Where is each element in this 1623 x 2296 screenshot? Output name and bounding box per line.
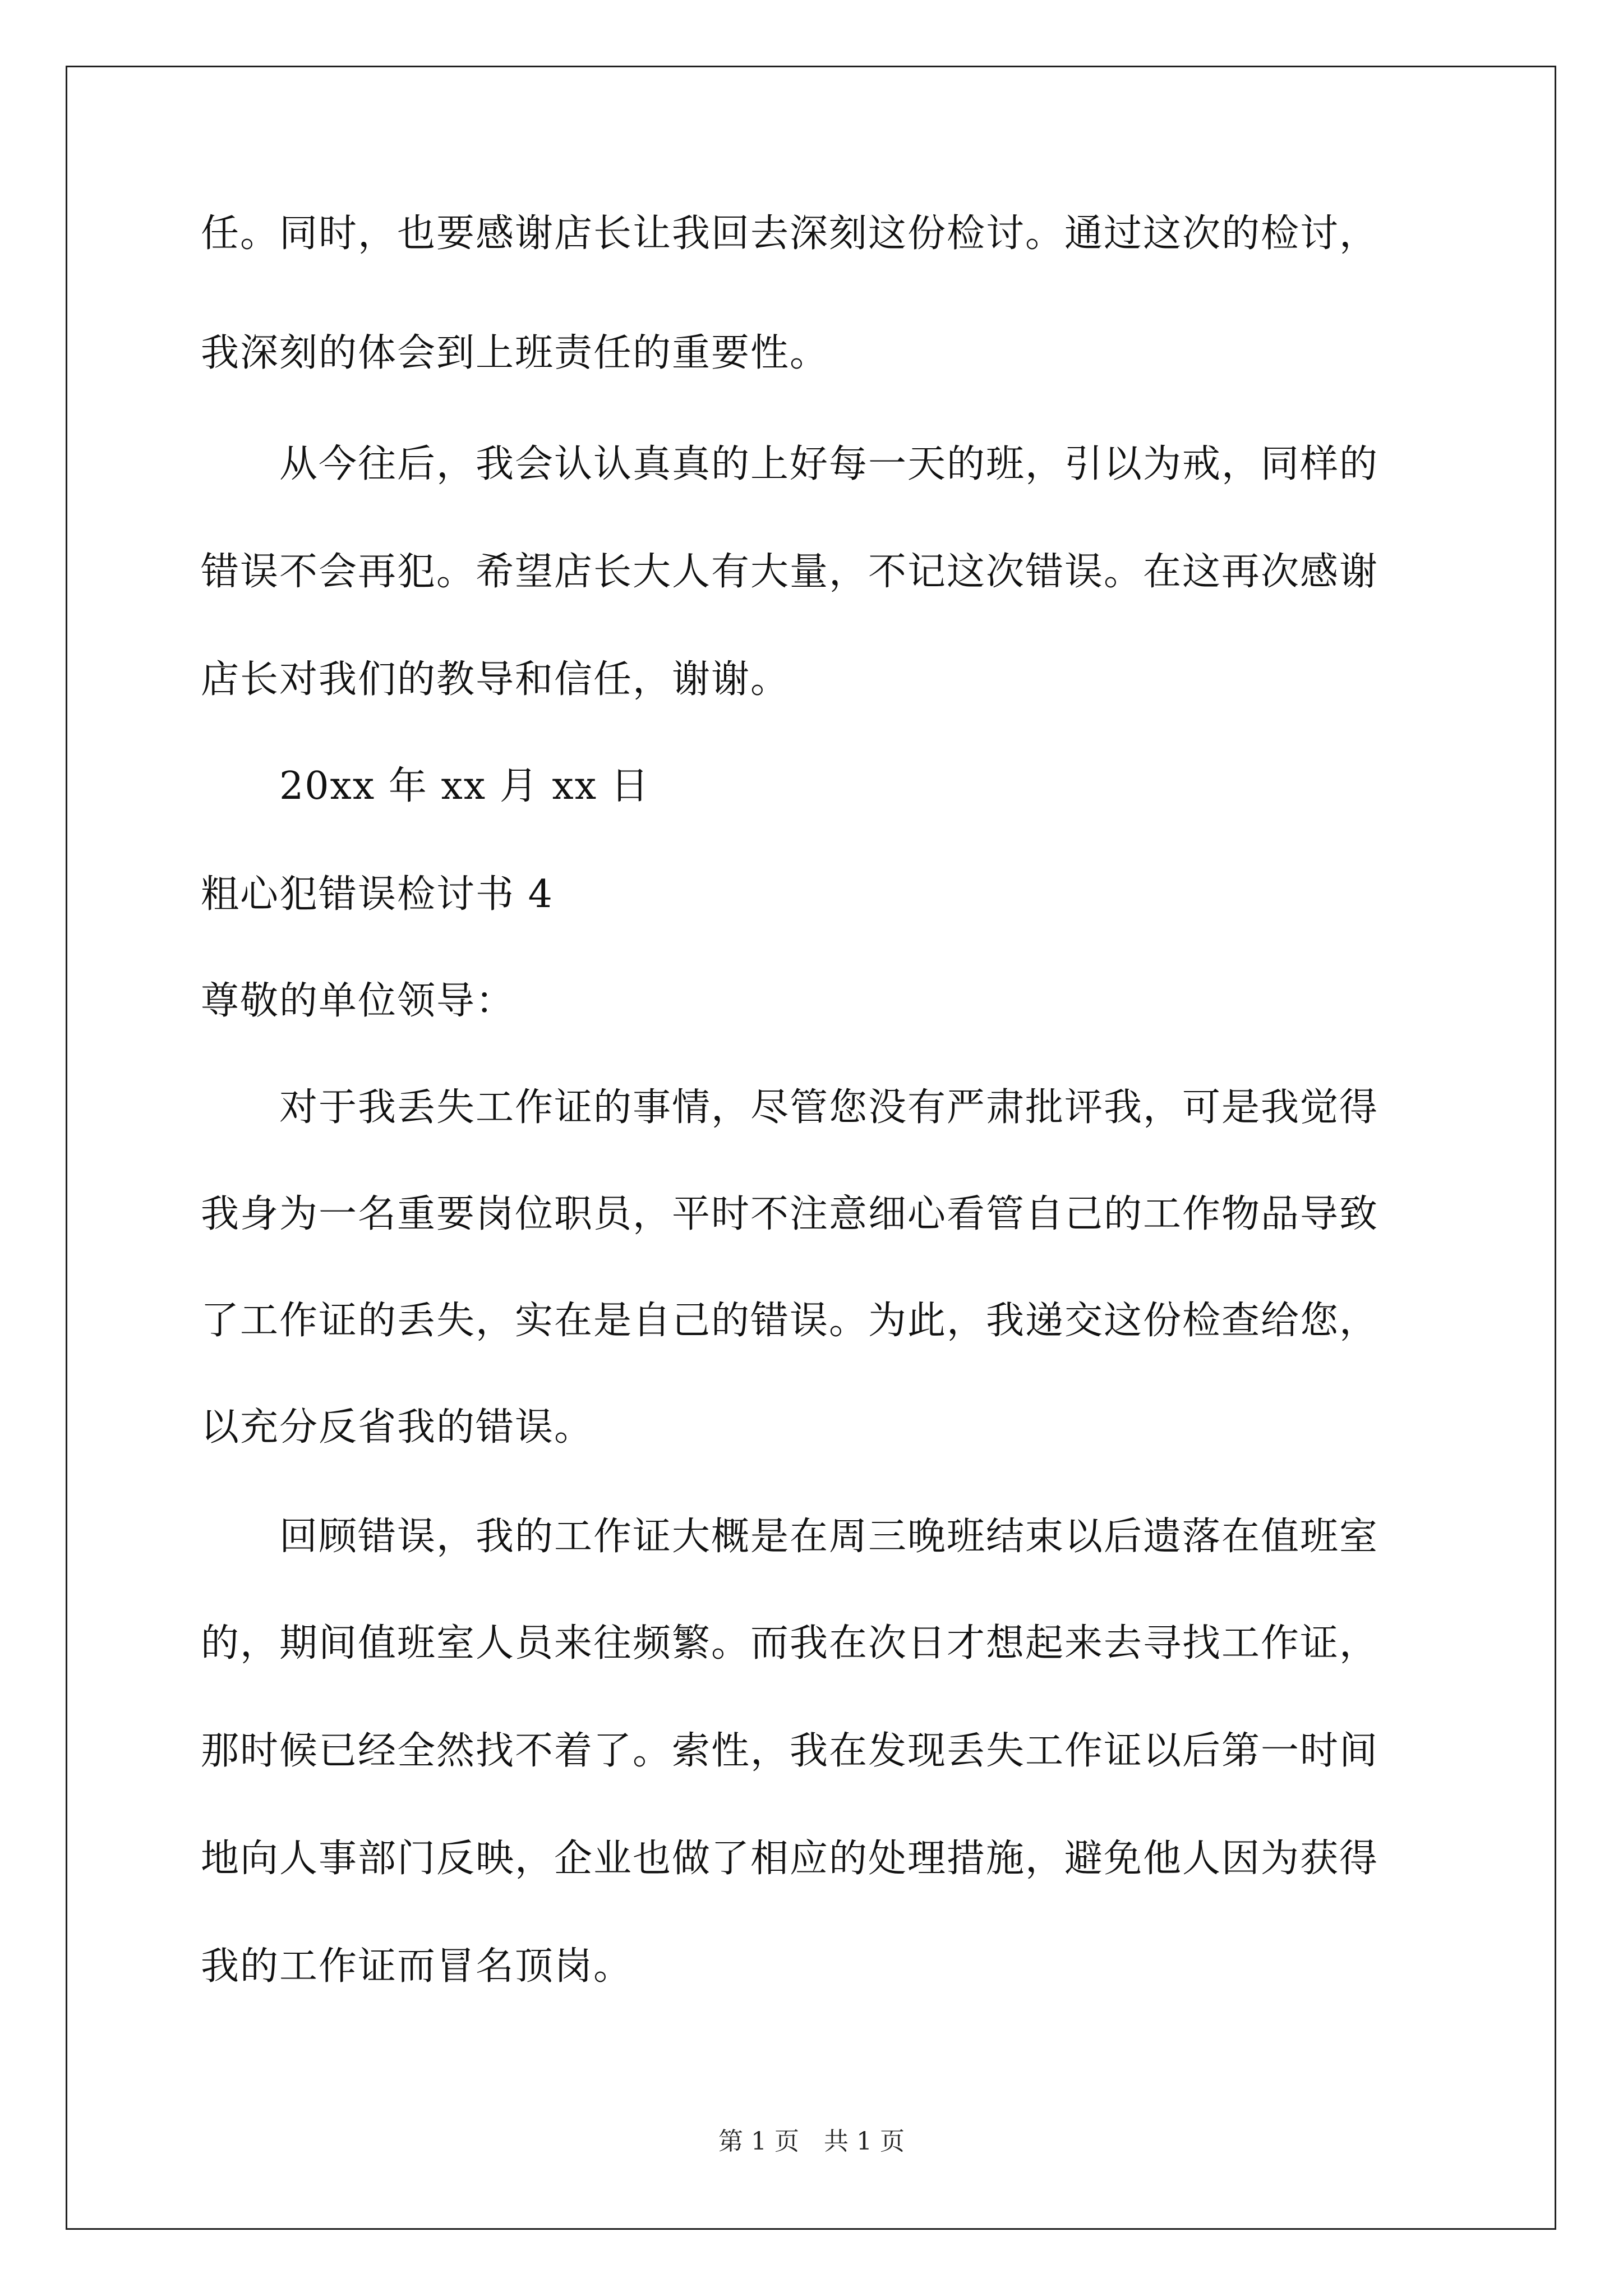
text-line-14: 的，期间值班室人员来往频繁。而我在次日才想起来去寻找工作证， (201, 1621, 1379, 1665)
text-line-17: 我的工作证而冒名顶岗。 (201, 1944, 633, 1989)
text-line-4: 错误不会再犯。希望店长大人有大量，不记这次错误。在这再次感谢 (201, 550, 1379, 594)
text-line-5: 店长对我们的教导和信任，谢谢。 (201, 657, 790, 702)
text-line-9: 对于我丢失工作证的事情，尽管您没有严肃批评我，可是我觉得 (279, 1085, 1379, 1130)
date-line: 20xx 年 xx 月 xx 日 (279, 764, 650, 808)
salutation: 尊敬的单位领导： (201, 979, 515, 1023)
text-line-10: 我身为一名重要岗位职员，平时不注意细心看管自己的工作物品导致 (201, 1192, 1379, 1236)
text-line-12: 以充分反省我的错误。 (201, 1405, 594, 1450)
page-footer: 第 1 页 共 1 页 (718, 2127, 905, 2156)
page-border (66, 66, 1556, 2230)
text-line-2: 我深刻的体会到上班责任的重要性。 (201, 331, 829, 375)
text-line-11: 了工作证的丢失，实在是自己的错误。为此，我递交这份检查给您， (201, 1299, 1379, 1343)
text-line-13: 回顾错误，我的工作证大概是在周三晚班结束以后遗落在值班室 (279, 1515, 1379, 1559)
section-title: 粗心犯错误检讨书 4 (201, 872, 554, 917)
text-line-3: 从今往后，我会认认真真的上好每一天的班，引以为戒，同样的 (279, 442, 1379, 486)
text-line-15: 那时候已经全然找不着了。索性，我在发现丢失工作证以后第一时间 (201, 1729, 1379, 1773)
text-line-1: 任。同时，也要感谢店长让我回去深刻这份检讨。通过这次的检讨， (201, 211, 1379, 256)
text-line-16: 地向人事部门反映，企业也做了相应的处理措施，避免他人因为获得 (201, 1837, 1379, 1881)
